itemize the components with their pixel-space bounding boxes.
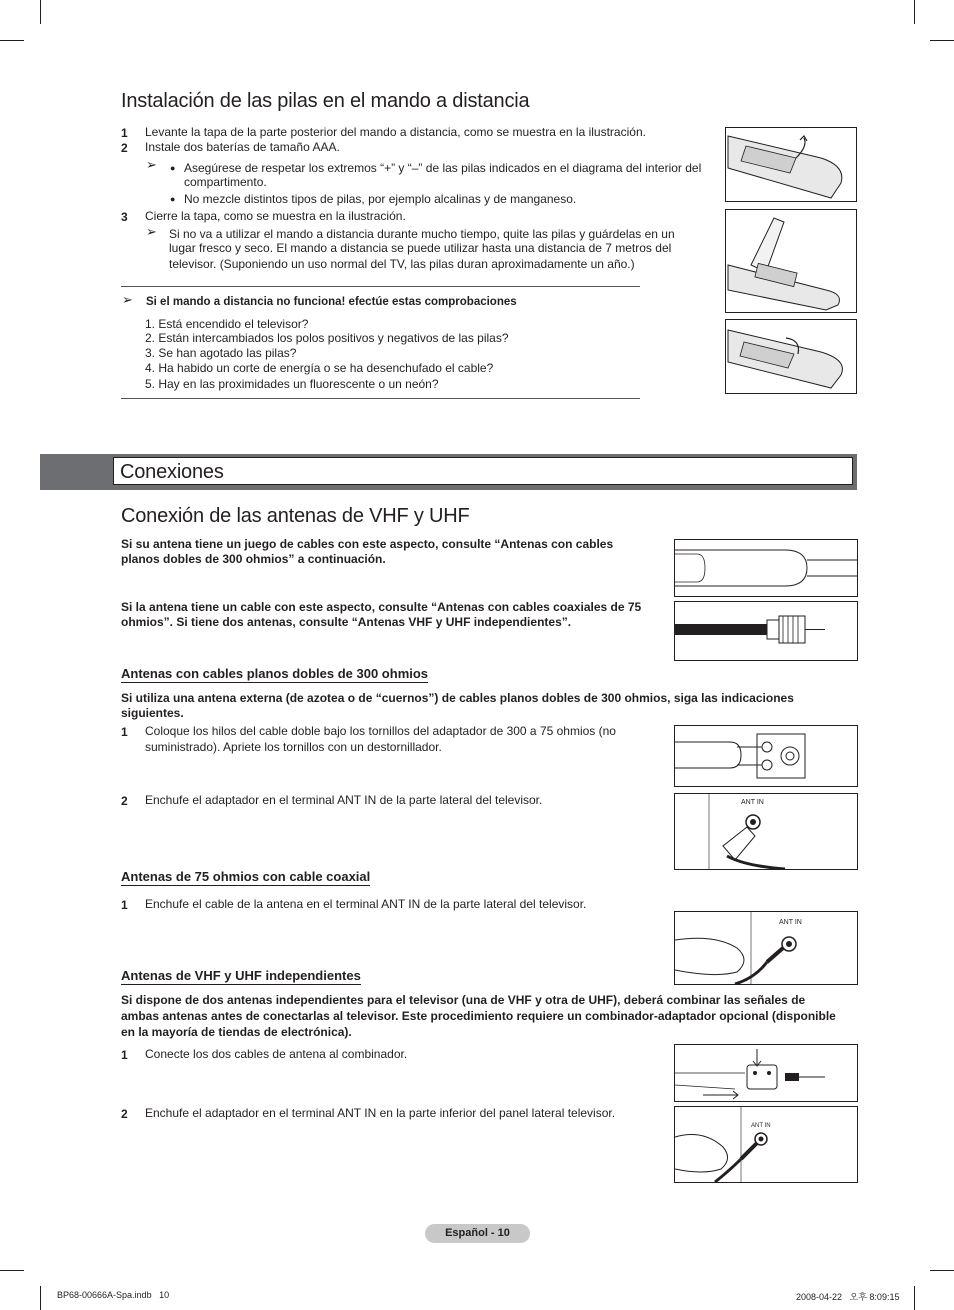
crop-mark — [930, 1270, 954, 1271]
step-text: suministrado). Apriete los tornillos con un destornillador. — [145, 740, 442, 754]
adapter-screws-illustration — [674, 725, 858, 787]
step-text: Instale dos baterías de tamaño AAA. — [145, 140, 340, 154]
subsection-intro: en la mayoría de tiendas de electrónica). — [121, 1025, 352, 1039]
check-item: 5. Hay en las proximidades un fluorescente o un neón? — [145, 377, 439, 391]
subsection-intro: siguientes. — [121, 706, 184, 720]
ant-in-label: ANT IN — [741, 799, 764, 806]
subsection-intro: ambas antenas antes de conectarlas al televisor. Este procedimiento requiere un combinador-adaptador opcional (disponible — [121, 1009, 836, 1023]
coax-to-ant-in-illustration — [674, 911, 858, 985]
subsection-intro: Si dispone de dos antenas independientes para el televisor (una de VHF y otra de UHF), deberá combinar las señales de — [121, 993, 806, 1007]
bullet-text-cont: compartimento. — [184, 175, 267, 189]
bullet-item — [184, 161, 701, 176]
step-text: Conecte los dos cables de antena al combinador. — [145, 1047, 408, 1061]
subheading-75-ohm: Antenas de 75 ohmios con cable coaxial — [121, 869, 371, 884]
crop-mark — [930, 40, 954, 41]
crop-mark — [40, 1286, 41, 1310]
subsection-intro: Si utiliza una antena externa (de azotea o de “cuernos”) de cables planos dobles de 300 ohmios, siga las indicaciones — [121, 691, 794, 705]
ant-in-label: ANT IN — [751, 1123, 771, 1129]
subheading-vhf-uhf: Antenas de VHF y UHF independientes — [121, 968, 361, 983]
step-text: Coloque los hilos del cable doble bajo los tornillos del adaptador de 300 a 75 ohmios (no — [145, 724, 616, 738]
crop-mark — [914, 1286, 915, 1310]
footer-timestamp: 2008-04-22 오후 8:09:15 — [796, 1292, 900, 1302]
banner-title: Conexiones — [120, 461, 224, 483]
twin-lead-cable-illustration — [674, 539, 858, 597]
bullet-item — [184, 192, 576, 207]
step-number: 2 — [121, 794, 128, 808]
note-text: Si no va a utilizar el mando a distancia durante mucho tiempo, quite las pilas y guárdelas en un — [169, 227, 675, 241]
check-title: Si el mando a distancia no funciona! efectúe estas comprobaciones — [146, 296, 517, 308]
coaxial-cable-illustration — [674, 601, 858, 661]
bullet-text: Asegúrese de respetar los extremos “+” y “–” de las pilas indicados en el diagrama del interior del — [184, 161, 702, 175]
remote-insert-battery-illustration — [725, 209, 857, 313]
check-item: 1. Está encendido el televisor? — [145, 317, 309, 331]
intro-text: planos dobles de 300 ohmios” a continuación. — [121, 552, 386, 566]
bullet-text: No mezcle distintos tipos de pilas, por ejemplo alcalinas y de manganeso. — [184, 192, 577, 206]
step-text: Enchufe el cable de la antena en el terminal ANT IN de la parte lateral del televisor. — [145, 897, 587, 911]
note-arrow-icon: ➢ — [146, 224, 157, 239]
check-item: 4. Ha habido un corte de energía o se ha desenchufado el cable? — [145, 361, 494, 375]
step-text: Cierre la tapa, como se muestra en la ilustración. — [145, 209, 406, 223]
note-text: televisor. (Suponiendo un uso normal del TV, las pilas duran aproximadamente un año.) — [169, 257, 635, 271]
page-number-badge: Español - 10 — [425, 1224, 530, 1243]
divider — [121, 286, 640, 287]
step-number: 2 — [121, 141, 128, 155]
ant-in-label: ANT IN — [779, 919, 802, 926]
note-text: lugar fresco y seco. El mando a distancia se puede utilizar hasta una distancia de 7 metros del — [169, 241, 672, 255]
crop-mark — [0, 1270, 24, 1271]
remote-close-cover-illustration — [725, 319, 857, 394]
combiner-to-ant-in-illustration — [674, 1106, 858, 1183]
step-number: 1 — [121, 126, 128, 140]
section-title-batteries: Instalación de las pilas en el mando a distancia — [121, 90, 530, 112]
check-item: 2. Están intercambiados los polos positivos y negativos de las pilas? — [145, 331, 509, 345]
note-arrow-icon: ➢ — [146, 157, 157, 172]
crop-mark — [40, 0, 41, 24]
step-text: Enchufe el adaptador en el terminal ANT IN de la parte lateral del televisor. — [145, 793, 543, 807]
note-arrow-icon: ➢ — [122, 292, 133, 307]
step-text: Levante la tapa de la parte posterior del mando a distancia, como se muestra en la ilustración. — [145, 125, 646, 139]
intro-text: ohmios”. Si tiene dos antenas, consulte “Antenas VHF y UHF independientes”. — [121, 615, 572, 629]
step-number: 2 — [121, 1107, 128, 1121]
divider — [121, 398, 640, 399]
step-text: Enchufe el adaptador en el terminal ANT IN en la parte inferior del panel lateral televisor. — [145, 1106, 616, 1120]
step-number: 1 — [121, 898, 128, 912]
crop-mark — [914, 0, 915, 24]
combiner-illustration — [674, 1044, 858, 1102]
ant-in-adapter-illustration — [674, 793, 858, 870]
intro-text: Si la antena tiene un cable con este aspecto, consulte “Antenas con cables coaxiales de 75 — [121, 600, 642, 614]
crop-mark — [0, 40, 24, 41]
step-number: 1 — [121, 1048, 128, 1062]
remote-open-cover-illustration — [725, 127, 857, 202]
intro-text: Si su antena tiene un juego de cables con este aspecto, consulte “Antenas con cables — [121, 537, 614, 551]
check-item: 3. Se han agotado las pilas? — [145, 346, 297, 360]
subheading-300-ohm: Antenas con cables planos dobles de 300 ohmios — [121, 666, 429, 681]
step-number: 3 — [121, 210, 128, 224]
section-title-antennas: Conexión de las antenas de VHF y UHF — [121, 505, 470, 527]
footer-file-info: BP68-00666A-Spa.indb 10 — [57, 1290, 170, 1300]
step-number: 1 — [121, 725, 128, 739]
section-banner — [40, 454, 857, 490]
